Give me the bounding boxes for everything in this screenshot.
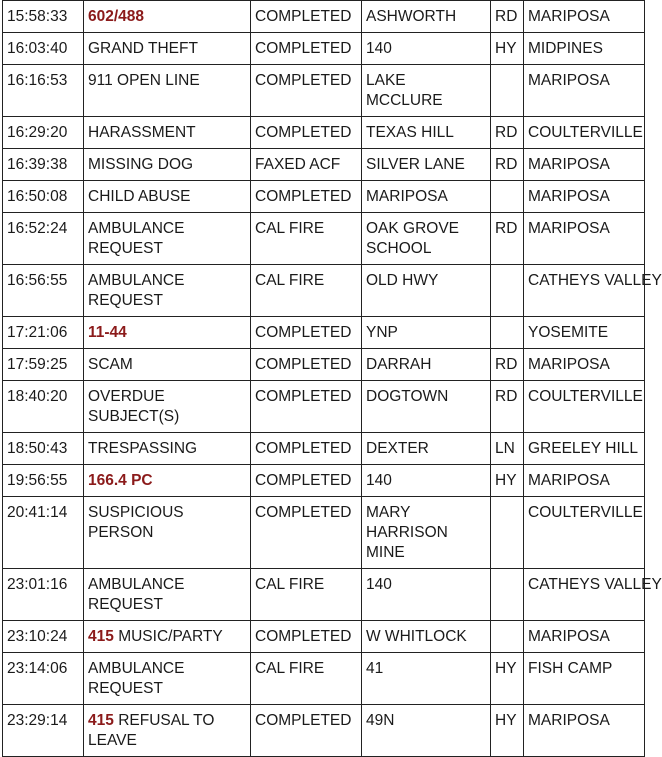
location-cell: TEXAS HILL xyxy=(362,117,491,149)
table-row xyxy=(3,65,645,117)
street-suffix-cell: HY xyxy=(491,33,524,65)
incident-cell xyxy=(84,33,251,65)
call-log-body xyxy=(3,1,662,757)
street-suffix-cell: LN xyxy=(491,433,524,465)
time-cell: 23:14:06 xyxy=(3,653,84,705)
location-cell: MARY HARRISON MINE xyxy=(362,497,491,569)
location-cell: YNP xyxy=(362,317,491,349)
street-suffix-cell: HY xyxy=(491,653,524,705)
table-row xyxy=(3,705,645,757)
penal-code: 415 xyxy=(88,712,114,729)
penal-code: 166.4 PC xyxy=(88,472,153,489)
incident-text: CHILD ABUSE xyxy=(88,188,191,205)
incident-text: SUSPICIOUS PERSON xyxy=(88,504,184,541)
incident-cell xyxy=(84,65,251,117)
street-suffix-cell: RD xyxy=(491,381,524,433)
incident-text: AMBULANCE REQUEST xyxy=(88,220,185,257)
incident-cell xyxy=(84,149,251,181)
location-cell: DOGTOWN xyxy=(362,381,491,433)
city-cell: MARIPOSA xyxy=(524,465,645,497)
location-cell: OAK GROVE SCHOOL xyxy=(362,213,491,265)
incident-cell xyxy=(84,705,251,757)
street-suffix-cell xyxy=(491,621,524,653)
incident-text: AMBULANCE REQUEST xyxy=(88,576,185,613)
street-suffix-cell: RD xyxy=(491,1,524,33)
status-cell: COMPLETED xyxy=(251,317,362,349)
time-cell: 16:39:38 xyxy=(3,149,84,181)
table-row xyxy=(3,433,645,465)
city-cell: MARIPOSA xyxy=(524,149,645,181)
incident-text: 911 OPEN LINE xyxy=(88,72,200,89)
city-cell: MARIPOSA xyxy=(524,181,645,213)
time-cell: 16:56:55 xyxy=(3,265,84,317)
table-row xyxy=(3,265,645,317)
incident-cell xyxy=(84,317,251,349)
incident-text: AMBULANCE REQUEST xyxy=(88,272,185,309)
incident-cell xyxy=(84,181,251,213)
table-row xyxy=(3,569,645,621)
time-cell: 23:29:14 xyxy=(3,705,84,757)
location-cell: DARRAH xyxy=(362,349,491,381)
table-row xyxy=(3,117,645,149)
city-cell: MIDPINES xyxy=(524,33,645,65)
table-row xyxy=(3,349,645,381)
location-cell: DEXTER xyxy=(362,433,491,465)
status-cell: CAL FIRE xyxy=(251,265,362,317)
time-cell: 23:10:24 xyxy=(3,621,84,653)
city-cell: MARIPOSA xyxy=(524,213,645,265)
incident-text: AMBULANCE REQUEST xyxy=(88,660,185,697)
status-cell: FAXED ACF xyxy=(251,149,362,181)
city-cell: YOSEMITE xyxy=(524,317,645,349)
location-cell: LAKE MCCLURE xyxy=(362,65,491,117)
incident-cell xyxy=(84,349,251,381)
incident-text: SCAM xyxy=(88,356,133,373)
location-cell: 140 xyxy=(362,569,491,621)
time-cell: 15:58:33 xyxy=(3,1,84,33)
penal-code: 415 xyxy=(88,628,114,645)
table-row xyxy=(3,497,645,569)
incident-cell xyxy=(84,1,251,33)
incident-text: GRAND THEFT xyxy=(88,40,198,57)
city-cell: FISH CAMP xyxy=(524,653,645,705)
time-cell: 17:21:06 xyxy=(3,317,84,349)
table-row xyxy=(3,181,645,213)
incident-cell xyxy=(84,569,251,621)
table-row xyxy=(3,149,645,181)
incident-text: MISSING DOG xyxy=(88,156,194,173)
location-cell: ASHWORTH xyxy=(362,1,491,33)
city-cell: COULTERVILLE xyxy=(524,381,645,433)
street-suffix-cell: RD xyxy=(491,349,524,381)
incident-cell xyxy=(84,621,251,653)
status-cell: CAL FIRE xyxy=(251,569,362,621)
time-cell: 17:59:25 xyxy=(3,349,84,381)
incident-cell xyxy=(84,117,251,149)
city-cell: MARIPOSA xyxy=(524,65,645,117)
incident-cell xyxy=(84,381,251,433)
incident-text: REFUSAL TO LEAVE xyxy=(88,712,215,749)
status-cell: COMPLETED xyxy=(251,497,362,569)
location-cell: SILVER LANE xyxy=(362,149,491,181)
time-cell: 23:01:16 xyxy=(3,569,84,621)
incident-text: TRESPASSING xyxy=(88,440,198,457)
location-cell: 140 xyxy=(362,33,491,65)
city-cell: CATHEYS VALLEY xyxy=(524,265,645,317)
street-suffix-cell xyxy=(491,65,524,117)
incident-cell xyxy=(84,265,251,317)
status-cell: COMPLETED xyxy=(251,621,362,653)
city-cell: MARIPOSA xyxy=(524,705,645,757)
table-row xyxy=(3,1,645,33)
time-cell: 18:40:20 xyxy=(3,381,84,433)
time-cell: 16:29:20 xyxy=(3,117,84,149)
penal-code: 602/488 xyxy=(88,8,145,25)
incident-cell xyxy=(84,497,251,569)
street-suffix-cell: HY xyxy=(491,705,524,757)
location-cell: 140 xyxy=(362,465,491,497)
status-cell: COMPLETED xyxy=(251,117,362,149)
status-cell: COMPLETED xyxy=(251,65,362,117)
table-row xyxy=(3,213,645,265)
time-cell: 18:50:43 xyxy=(3,433,84,465)
city-cell: COULTERVILLE xyxy=(524,117,645,149)
street-suffix-cell: RD xyxy=(491,117,524,149)
incident-cell xyxy=(84,433,251,465)
penal-code: 11-44 xyxy=(88,324,127,341)
city-cell: GREELEY HILL xyxy=(524,433,645,465)
status-cell: COMPLETED xyxy=(251,349,362,381)
table-row xyxy=(3,381,645,433)
table-row xyxy=(3,621,645,653)
incident-cell xyxy=(84,213,251,265)
street-suffix-cell: RD xyxy=(491,213,524,265)
street-suffix-cell xyxy=(491,569,524,621)
table-row xyxy=(3,317,645,349)
status-cell: CAL FIRE xyxy=(251,653,362,705)
incident-cell xyxy=(84,465,251,497)
city-cell: CATHEYS VALLEY xyxy=(524,569,645,621)
location-cell: W WHITLOCK xyxy=(362,621,491,653)
status-cell: COMPLETED xyxy=(251,1,362,33)
location-cell: 41 xyxy=(362,653,491,705)
street-suffix-cell xyxy=(491,317,524,349)
status-cell: COMPLETED xyxy=(251,433,362,465)
location-cell: OLD HWY xyxy=(362,265,491,317)
status-cell: COMPLETED xyxy=(251,465,362,497)
table-row xyxy=(3,653,645,705)
time-cell: 16:52:24 xyxy=(3,213,84,265)
time-cell: 16:03:40 xyxy=(3,33,84,65)
city-cell: MARIPOSA xyxy=(524,1,645,33)
incident-text: MUSIC/PARTY xyxy=(118,628,223,645)
time-cell: 20:41:14 xyxy=(3,497,84,569)
time-cell: 16:50:08 xyxy=(3,181,84,213)
street-suffix-cell xyxy=(491,265,524,317)
city-cell: MARIPOSA xyxy=(524,349,645,381)
status-cell: COMPLETED xyxy=(251,33,362,65)
table-row xyxy=(3,465,645,497)
status-cell: CAL FIRE xyxy=(251,213,362,265)
street-suffix-cell: HY xyxy=(491,465,524,497)
city-cell: COULTERVILLE xyxy=(524,497,645,569)
street-suffix-cell xyxy=(491,497,524,569)
status-cell: COMPLETED xyxy=(251,381,362,433)
incident-text: HARASSMENT xyxy=(88,124,196,141)
city-cell: MARIPOSA xyxy=(524,621,645,653)
incident-cell xyxy=(84,653,251,705)
location-cell: MARIPOSA xyxy=(362,181,491,213)
table-row xyxy=(3,33,645,65)
street-suffix-cell xyxy=(491,181,524,213)
time-cell: 16:16:53 xyxy=(3,65,84,117)
incident-text: OVERDUE SUBJECT(S) xyxy=(88,388,180,425)
status-cell: COMPLETED xyxy=(251,181,362,213)
time-cell: 19:56:55 xyxy=(3,465,84,497)
call-log-table xyxy=(2,0,662,757)
location-cell: 49N xyxy=(362,705,491,757)
street-suffix-cell: RD xyxy=(491,149,524,181)
status-cell: COMPLETED xyxy=(251,705,362,757)
